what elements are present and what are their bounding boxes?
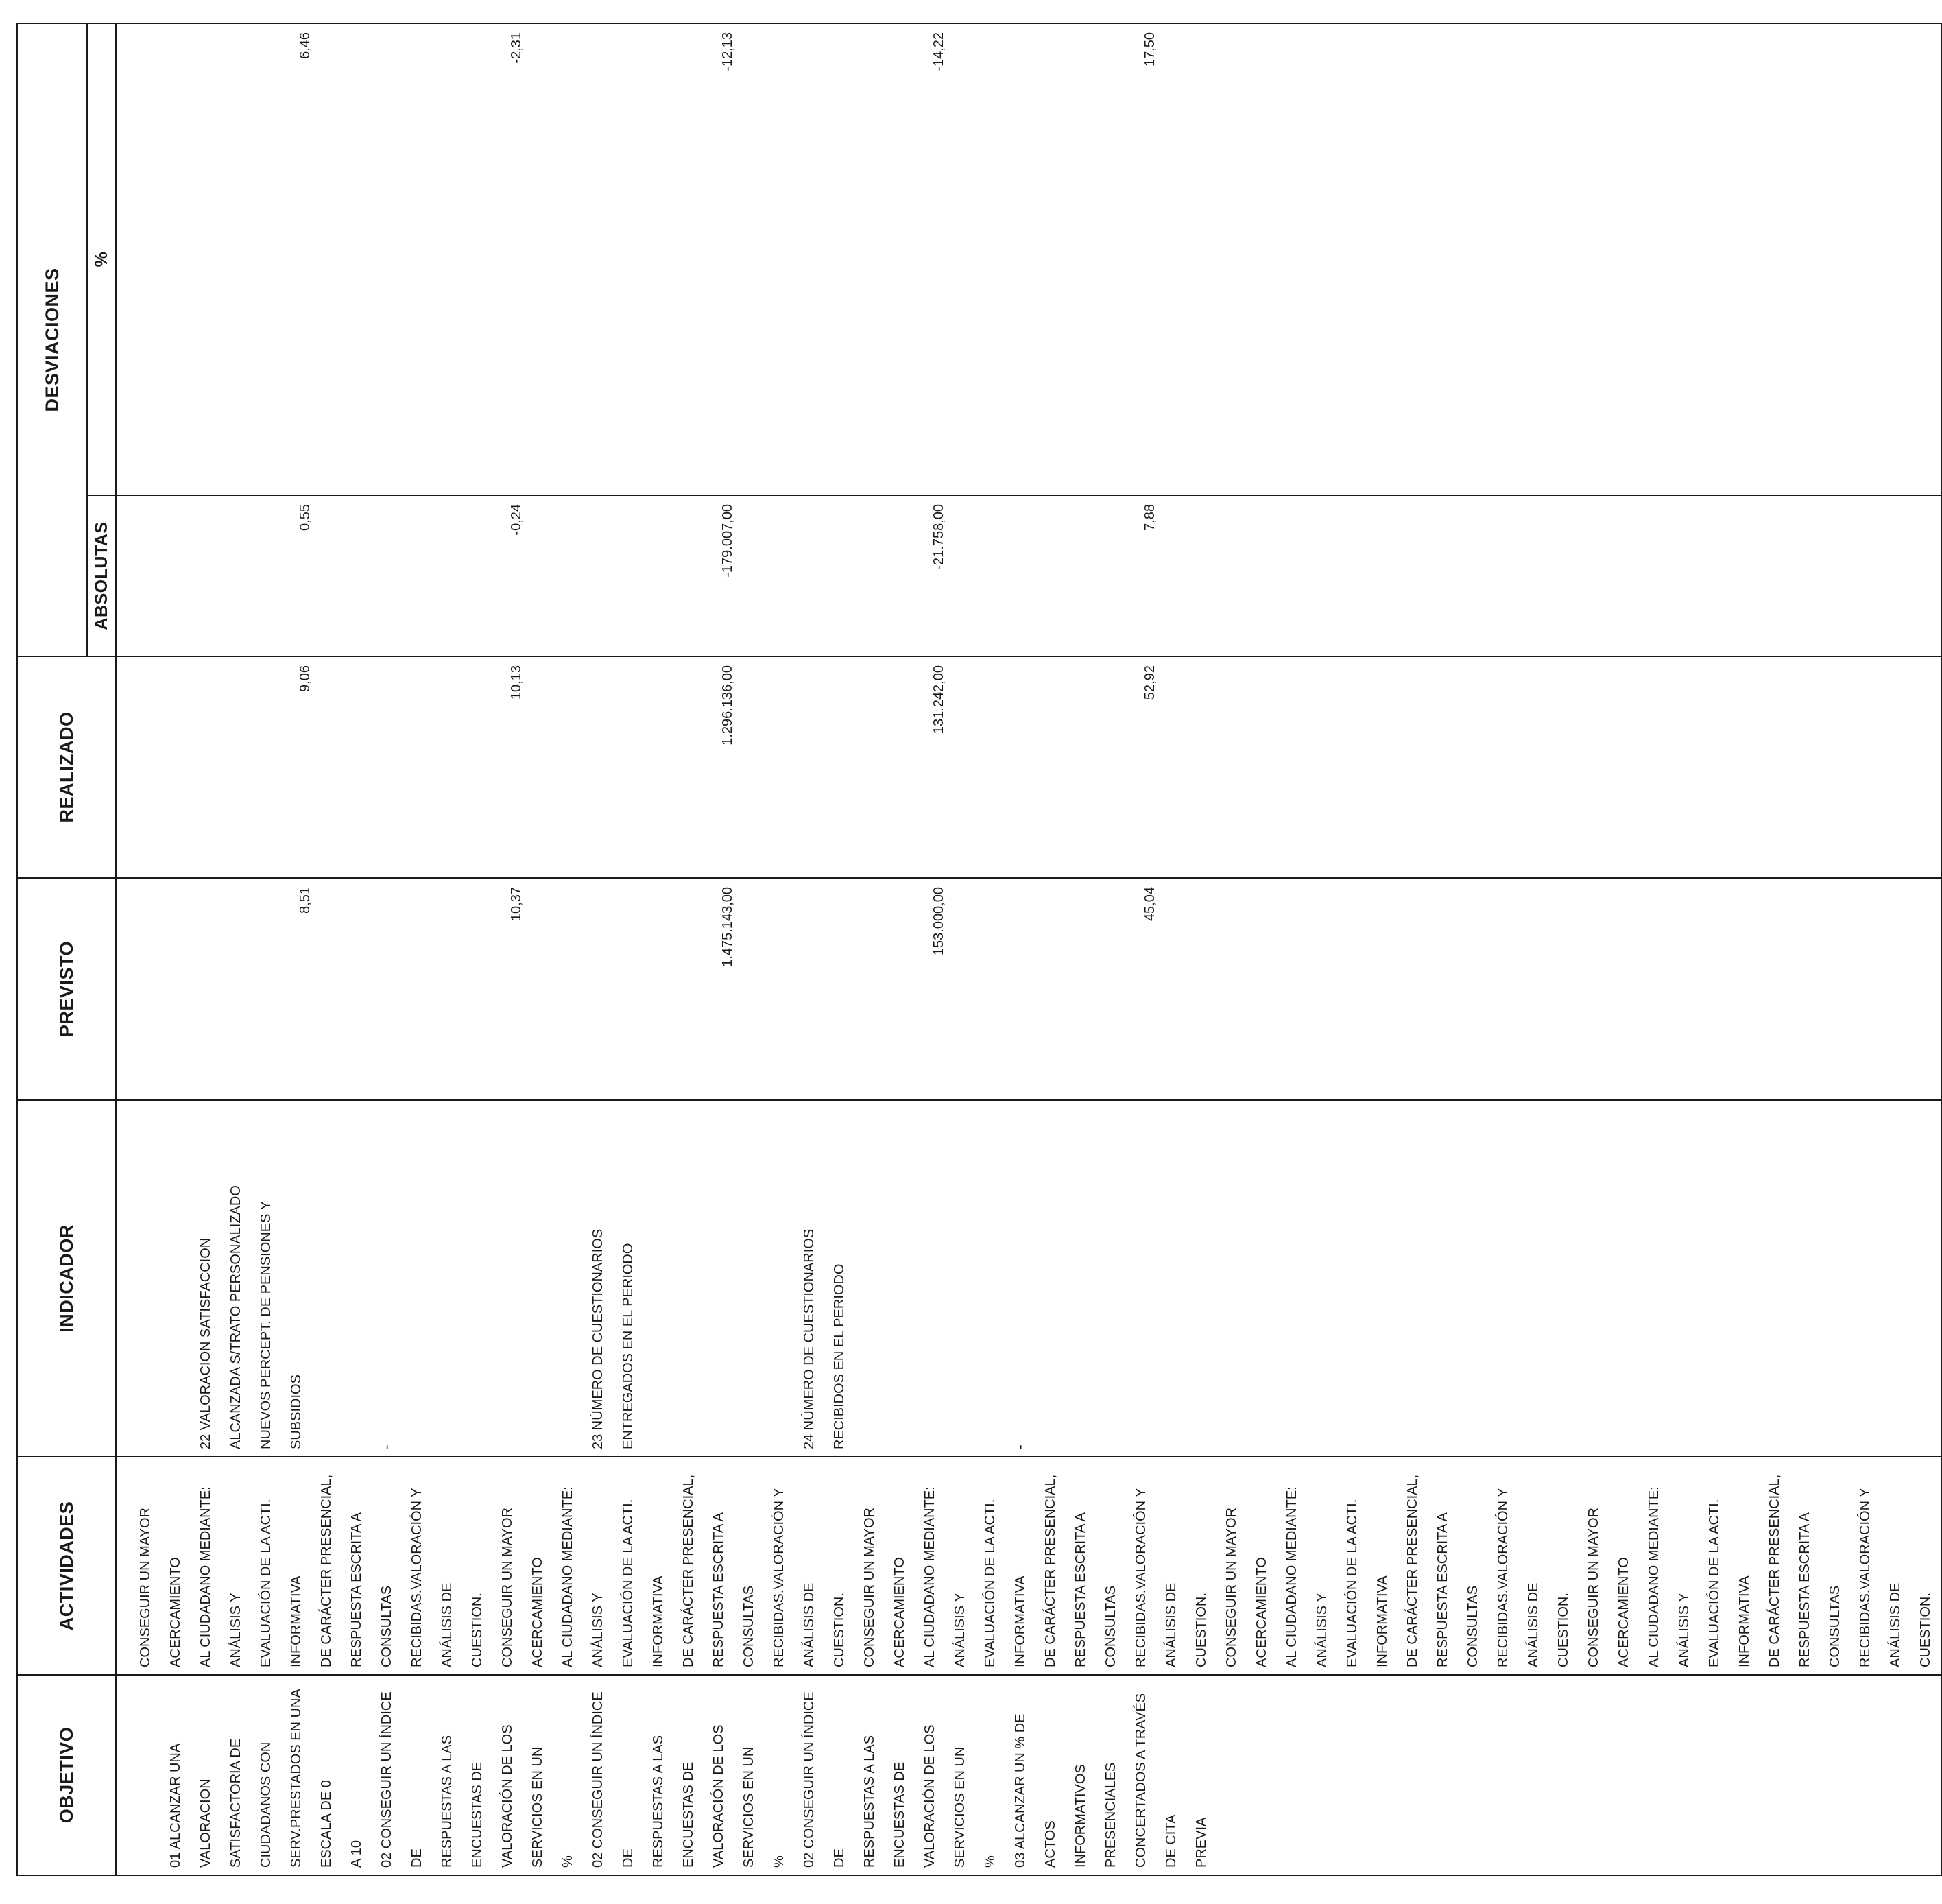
objetivo-text: 01 ALCANZAR UNA VALORACION SATISFACTORIA DE CIUDADANOS CON SERV.PRESTADOS EN UNA ESCALA DE 0 A 10 (168, 1689, 364, 1868)
objetivo-text: 02 CONSEGUIR UN ÍNDICE DE RESPUESTAS A LAS ENCUESTAS DE VALORACIÓN DE LOS SERVICIOS EN UN % (802, 1691, 998, 1868)
header-desviaciones: DESVIACIONES (17, 23, 87, 656)
objetivo-text: 03 ALCANZAR UN % DE ACTOS INFORMATIVOS PRESENCIALES CONCERTADOS A TRAVÉS DE CITA PREVIA (1013, 1693, 1209, 1868)
previsto-value: 45,04 (1142, 887, 1158, 922)
realizado-value: 9,06 (298, 665, 313, 692)
header-realizado: REALIZADO (17, 656, 116, 878)
porcentaje-value: 17,50 (1142, 32, 1158, 67)
table-body-row (116, 23, 1941, 1875)
previsto-value: 8,51 (298, 887, 313, 914)
realizado-value: 10,13 (509, 665, 524, 700)
porcentaje-value: 6,46 (298, 32, 313, 59)
objetivo-text: 02 CONSEGUIR UN ÍNDICE DE RESPUESTAS A LAS ENCUESTAS DE VALORACIÓN DE LOS SERVICIOS EN UN % (590, 1691, 787, 1868)
header-absolutas: ABSOLUTAS (87, 495, 116, 656)
previsto-value: 10,37 (509, 887, 524, 922)
header-porcentaje: % (87, 23, 116, 495)
realizado-column (116, 656, 1941, 878)
actividad-text: CONSEGUIR UN MAYOR ACERCAMIENTO AL CIUDADANO MEDIANTE: ANÁLISIS Y EVALUACIÓN DE LA ACTI. INFORMATIVA DE CARÁCTER PRESENCIAL, RESPUESTA ESCRITA A CONSULTAS RECIBIDAS.VALORACIÓN Y ANÁLISIS DE CUESTION. (138, 1474, 485, 1667)
actividad-text: CONSEGUIR UN MAYOR ACERCAMIENTO AL CIUDADANO MEDIANTE: ANÁLISIS Y EVALUACIÓN DE LA ACTI. INFORMATIVA DE CARÁCTER PRESENCIAL, RESPUESTA ESCRITA A CONSULTAS RECIBIDAS.VALORACIÓN Y ANÁLISIS DE CUESTION. (500, 1474, 847, 1667)
absolutas-column (116, 495, 1941, 656)
absolutas-value: -0,24 (509, 504, 524, 536)
actividad-text: CONSEGUIR UN MAYOR ACERCAMIENTO AL CIUDADANO MEDIANTE: ANÁLISIS Y EVALUACIÓN DE LA ACTI. INFORMATIVA DE CARÁCTER PRESENCIAL, RESPUESTA ESCRITA A CONSULTAS RECIBIDAS.VALORACIÓN Y ANÁLISIS DE CUESTION. (862, 1474, 1209, 1667)
indicador-text: - (1013, 1444, 1028, 1449)
realizado-value: 52,92 (1142, 665, 1158, 700)
previsto-value: 1.475.143,00 (720, 887, 735, 967)
rotated-table-container (16, 24, 1933, 1876)
actividad-text: CONSEGUIR UN MAYOR ACERCAMIENTO AL CIUDADANO MEDIANTE: ANÁLISIS Y EVALUACIÓN DE LA ACTI. INFORMATIVA DE CARÁCTER PRESENCIAL, RESPUESTA ESCRITA A CONSULTAS RECIBIDAS.VALORACIÓN Y ANÁLISIS DE CUESTION. (1224, 1474, 1571, 1667)
header-objetivo: OBJETIVO (17, 1675, 116, 1875)
previsto-column (116, 878, 1941, 1100)
realizado-value: 1.296.136,00 (720, 665, 735, 746)
indicador-text: - (379, 1444, 394, 1449)
absolutas-value: -179.007,00 (720, 504, 735, 578)
realizado-value: 131.242,00 (931, 665, 946, 735)
indicador-column (116, 1100, 1941, 1457)
porcentaje-column (116, 23, 1941, 495)
absolutas-value: -21.758,00 (931, 504, 946, 570)
previsto-value: 153.000,00 (931, 887, 946, 956)
absolutas-value: 7,88 (1142, 504, 1158, 531)
objetivo-column (116, 1675, 1941, 1875)
indicador-text: 22 VALORACION SATISFACCION ALCANZADA S/TRATO PERSONALIZADO NUEVOS PERCEPT. DE PENSIONES Y SUBSIDIOS (198, 1185, 304, 1449)
porcentaje-value: -14,22 (931, 32, 946, 71)
porcentaje-value: -12,13 (720, 32, 735, 71)
porcentaje-value: -2,31 (509, 32, 524, 64)
objectives-table (16, 23, 1942, 1876)
indicador-text: 24 NÚMERO DE CUESTIONARIOS RECIBIDOS EN EL PERIODO (802, 1228, 847, 1449)
objetivo-text: 02 CONSEGUIR UN ÍNDICE DE RESPUESTAS A LAS ENCUESTAS DE VALORACIÓN DE LOS SERVICIOS EN UN % (379, 1691, 575, 1868)
absolutas-value: 0,55 (298, 504, 313, 531)
indicador-text: 23 NÚMERO DE CUESTIONARIOS ENTREGADOS EN EL PERIODO (590, 1228, 636, 1449)
header-indicador: INDICADOR (17, 1100, 116, 1457)
actividad-text: CONSEGUIR UN MAYOR ACERCAMIENTO AL CIUDADANO MEDIANTE: ANÁLISIS Y EVALUACIÓN DE LA ACTI. INFORMATIVA DE CARÁCTER PRESENCIAL, RESPUESTA ESCRITA A CONSULTAS RECIBIDAS.VALORACIÓN Y ANÁLISIS DE CUESTION. (1586, 1474, 1933, 1667)
actividades-column (116, 1457, 1941, 1675)
header-previsto: PREVISTO (17, 878, 116, 1100)
header-actividades: ACTIVIDADES (17, 1457, 116, 1675)
